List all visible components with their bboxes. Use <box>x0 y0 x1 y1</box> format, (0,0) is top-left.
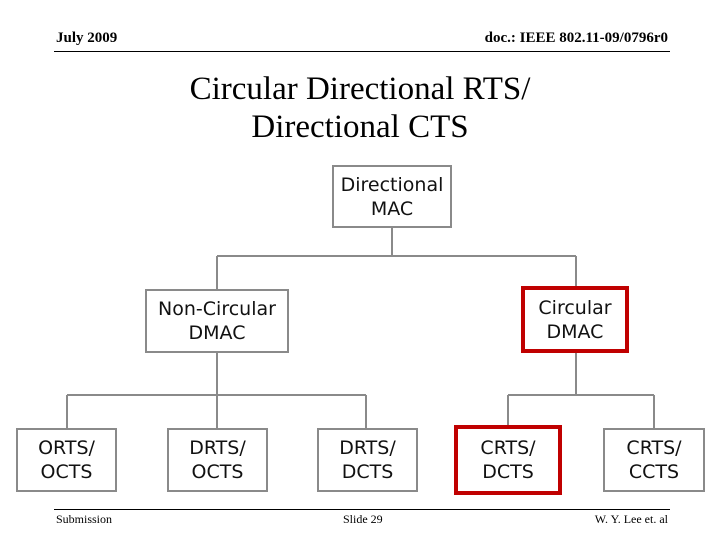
node-directional-mac <box>332 165 452 228</box>
node-label: DRTS/ OCTS <box>189 437 246 483</box>
node-label: CRTS/ DCTS <box>480 437 536 483</box>
footer-authors: W. Y. Lee et. al <box>594 512 668 526</box>
node-label: Circular DMAC <box>538 296 612 343</box>
node-circular-dmac <box>521 286 629 353</box>
node-label: ORTS/ OCTS <box>38 437 95 483</box>
footer-slide-number: Slide 29 <box>343 512 383 526</box>
node-non-circular-dmac <box>145 289 289 353</box>
node-crts-ccts <box>603 428 705 492</box>
node-label: Directional MAC <box>340 173 444 220</box>
slide-title-line-2: Directional CTS <box>251 109 469 145</box>
node-orts-octs <box>16 428 117 492</box>
node-label: CRTS/ CCTS <box>626 437 682 483</box>
node-label: Non-Circular DMAC <box>158 298 276 344</box>
footer-submission: Submission <box>56 512 113 526</box>
node-drts-dcts <box>317 428 418 492</box>
footer-divider <box>54 509 670 510</box>
header-doc-id: doc.: IEEE 802.11-09/0796r0 <box>484 30 668 46</box>
slide-title-line-1: Circular Directional RTS/ <box>189 71 531 107</box>
node-label: DRTS/ DCTS <box>339 437 396 483</box>
node-crts-dcts <box>454 425 562 495</box>
header-date: July 2009 <box>56 30 118 46</box>
node-drts-octs <box>167 428 268 492</box>
